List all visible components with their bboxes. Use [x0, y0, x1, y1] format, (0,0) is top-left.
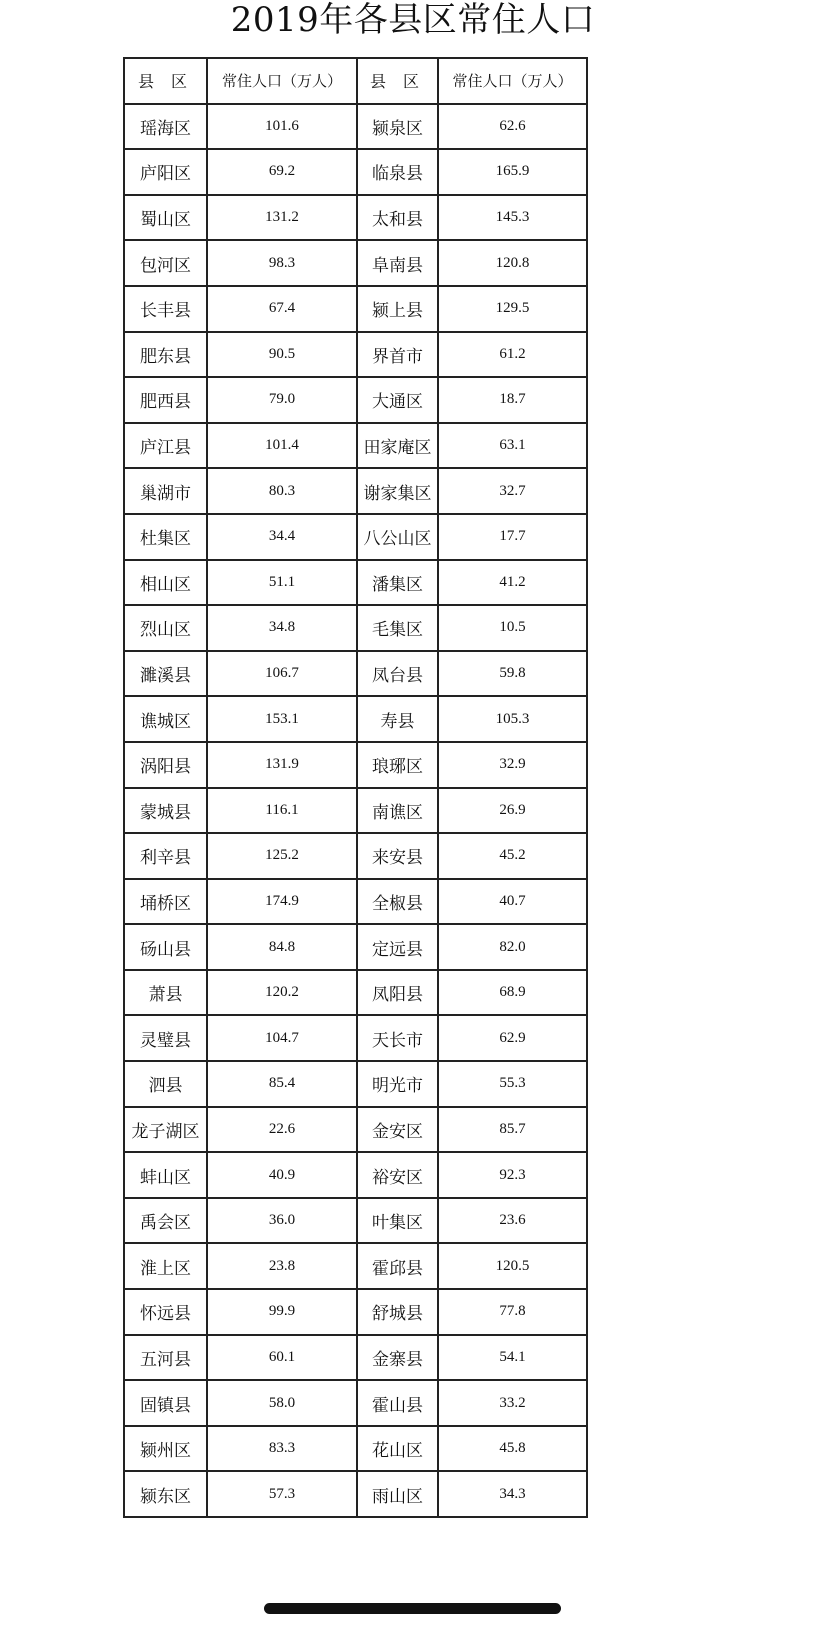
- county-name-left: 肥东县: [124, 332, 207, 378]
- population-value-right: 120.5: [438, 1243, 587, 1289]
- population-value-right: 92.3: [438, 1152, 587, 1198]
- population-value-left: 98.3: [207, 240, 357, 286]
- population-value-right: 68.9: [438, 970, 587, 1016]
- population-value-right: 59.8: [438, 651, 587, 697]
- county-name-right: 来安县: [357, 833, 438, 879]
- population-value-left: 85.4: [207, 1061, 357, 1107]
- table-row: [124, 332, 587, 378]
- population-value-left: 125.2: [207, 833, 357, 879]
- county-name-left: 蜀山区: [124, 195, 207, 241]
- table-header-row: [124, 58, 587, 104]
- county-name-left: 瑶海区: [124, 104, 207, 150]
- population-value-left: 80.3: [207, 468, 357, 514]
- county-name-right: 天长市: [357, 1015, 438, 1061]
- table-row: [124, 1152, 587, 1198]
- county-name-right: 田家庵区: [357, 423, 438, 469]
- population-value-right: 23.6: [438, 1198, 587, 1244]
- population-value-right: 32.9: [438, 742, 587, 788]
- population-value-left: 40.9: [207, 1152, 357, 1198]
- population-value-right: 32.7: [438, 468, 587, 514]
- table-row: [124, 195, 587, 241]
- table-row: [124, 240, 587, 286]
- table-row: [124, 423, 587, 469]
- county-header-left: 县 区: [124, 58, 207, 104]
- population-value-left: 120.2: [207, 970, 357, 1016]
- population-value-left: 69.2: [207, 149, 357, 195]
- population-header-left: 常住人口（万人）: [207, 58, 357, 104]
- population-value-left: 99.9: [207, 1289, 357, 1335]
- county-name-right: 界首市: [357, 332, 438, 378]
- table-row: [124, 1243, 587, 1289]
- table-row: [124, 742, 587, 788]
- population-value-right: 41.2: [438, 560, 587, 606]
- county-name-left: 固镇县: [124, 1380, 207, 1426]
- county-name-right: 颍泉区: [357, 104, 438, 150]
- county-name-right: 潘集区: [357, 560, 438, 606]
- population-value-right: 33.2: [438, 1380, 587, 1426]
- population-value-right: 34.3: [438, 1471, 587, 1517]
- table-row: [124, 377, 587, 423]
- population-value-right: 120.8: [438, 240, 587, 286]
- population-value-left: 83.3: [207, 1426, 357, 1472]
- population-value-right: 62.6: [438, 104, 587, 150]
- population-value-right: 26.9: [438, 788, 587, 834]
- population-value-left: 34.4: [207, 514, 357, 560]
- county-name-left: 巢湖市: [124, 468, 207, 514]
- county-name-left: 庐江县: [124, 423, 207, 469]
- population-value-right: 85.7: [438, 1107, 587, 1153]
- county-name-right: 大通区: [357, 377, 438, 423]
- county-name-left: 埇桥区: [124, 879, 207, 925]
- county-name-left: 禹会区: [124, 1198, 207, 1244]
- table-row: [124, 970, 587, 1016]
- county-name-right: 舒城县: [357, 1289, 438, 1335]
- county-name-left: 萧县: [124, 970, 207, 1016]
- population-value-right: 165.9: [438, 149, 587, 195]
- county-name-right: 霍山县: [357, 1380, 438, 1426]
- table-row: [124, 514, 587, 560]
- county-name-right: 金寨县: [357, 1335, 438, 1381]
- table-row: [124, 1107, 587, 1153]
- population-value-right: 77.8: [438, 1289, 587, 1335]
- county-name-right: 寿县: [357, 696, 438, 742]
- county-name-right: 凤台县: [357, 651, 438, 697]
- table-row: [124, 560, 587, 606]
- table-row: [124, 1426, 587, 1472]
- population-value-left: 106.7: [207, 651, 357, 697]
- county-name-right: 叶集区: [357, 1198, 438, 1244]
- home-indicator[interactable]: [264, 1603, 561, 1614]
- population-value-right: 40.7: [438, 879, 587, 925]
- population-value-left: 101.6: [207, 104, 357, 150]
- population-value-right: 54.1: [438, 1335, 587, 1381]
- county-name-left: 泗县: [124, 1061, 207, 1107]
- population-value-left: 84.8: [207, 924, 357, 970]
- population-value-right: 10.5: [438, 605, 587, 651]
- county-name-left: 肥西县: [124, 377, 207, 423]
- population-value-right: 62.9: [438, 1015, 587, 1061]
- table-row: [124, 788, 587, 834]
- county-name-right: 谢家集区: [357, 468, 438, 514]
- population-value-left: 67.4: [207, 286, 357, 332]
- county-name-left: 杜集区: [124, 514, 207, 560]
- population-value-right: 17.7: [438, 514, 587, 560]
- county-name-left: 烈山区: [124, 605, 207, 651]
- population-value-right: 145.3: [438, 195, 587, 241]
- population-value-left: 101.4: [207, 423, 357, 469]
- population-value-left: 116.1: [207, 788, 357, 834]
- county-name-right: 琅琊区: [357, 742, 438, 788]
- county-name-right: 毛集区: [357, 605, 438, 651]
- population-value-right: 55.3: [438, 1061, 587, 1107]
- population-value-left: 104.7: [207, 1015, 357, 1061]
- population-value-right: 45.2: [438, 833, 587, 879]
- population-value-left: 51.1: [207, 560, 357, 606]
- population-value-left: 57.3: [207, 1471, 357, 1517]
- county-header-right: 县 区: [357, 58, 438, 104]
- county-name-left: 濉溪县: [124, 651, 207, 697]
- table-row: [124, 1289, 587, 1335]
- population-value-left: 60.1: [207, 1335, 357, 1381]
- county-name-left: 淮上区: [124, 1243, 207, 1289]
- population-value-right: 129.5: [438, 286, 587, 332]
- county-name-left: 颍州区: [124, 1426, 207, 1472]
- table-row: [124, 879, 587, 925]
- county-name-left: 利辛县: [124, 833, 207, 879]
- county-name-right: 临泉县: [357, 149, 438, 195]
- table-row: [124, 833, 587, 879]
- population-value-left: 153.1: [207, 696, 357, 742]
- population-table: [123, 57, 588, 1518]
- county-name-right: 南谯区: [357, 788, 438, 834]
- table-row: [124, 696, 587, 742]
- table-row: [124, 104, 587, 150]
- population-value-left: 131.2: [207, 195, 357, 241]
- population-value-left: 58.0: [207, 1380, 357, 1426]
- table-row: [124, 1380, 587, 1426]
- county-name-left: 颍东区: [124, 1471, 207, 1517]
- table-body: [124, 104, 587, 1517]
- county-name-left: 五河县: [124, 1335, 207, 1381]
- county-name-left: 蚌山区: [124, 1152, 207, 1198]
- county-name-left: 庐阳区: [124, 149, 207, 195]
- county-name-right: 全椒县: [357, 879, 438, 925]
- population-value-right: 18.7: [438, 377, 587, 423]
- population-value-right: 45.8: [438, 1426, 587, 1472]
- county-name-left: 灵璧县: [124, 1015, 207, 1061]
- county-name-left: 包河区: [124, 240, 207, 286]
- population-value-right: 82.0: [438, 924, 587, 970]
- county-name-right: 明光市: [357, 1061, 438, 1107]
- population-value-left: 90.5: [207, 332, 357, 378]
- county-name-right: 金安区: [357, 1107, 438, 1153]
- county-name-right: 裕安区: [357, 1152, 438, 1198]
- county-name-left: 蒙城县: [124, 788, 207, 834]
- county-name-right: 颍上县: [357, 286, 438, 332]
- table-row: [124, 924, 587, 970]
- table-row: [124, 1198, 587, 1244]
- population-value-left: 23.8: [207, 1243, 357, 1289]
- county-name-left: 长丰县: [124, 286, 207, 332]
- table-row: [124, 605, 587, 651]
- population-value-left: 79.0: [207, 377, 357, 423]
- population-value-right: 63.1: [438, 423, 587, 469]
- table-row: [124, 1335, 587, 1381]
- table-row: [124, 651, 587, 697]
- county-name-right: 定远县: [357, 924, 438, 970]
- population-value-left: 174.9: [207, 879, 357, 925]
- table-row: [124, 1061, 587, 1107]
- county-name-right: 花山区: [357, 1426, 438, 1472]
- population-value-left: 22.6: [207, 1107, 357, 1153]
- county-name-left: 怀远县: [124, 1289, 207, 1335]
- county-name-right: 雨山区: [357, 1471, 438, 1517]
- county-name-right: 凤阳县: [357, 970, 438, 1016]
- population-value-right: 105.3: [438, 696, 587, 742]
- county-name-left: 砀山县: [124, 924, 207, 970]
- county-name-right: 八公山区: [357, 514, 438, 560]
- population-value-left: 36.0: [207, 1198, 357, 1244]
- table-row: [124, 1471, 587, 1517]
- county-name-right: 霍邱县: [357, 1243, 438, 1289]
- table-row: [124, 286, 587, 332]
- population-value-right: 61.2: [438, 332, 587, 378]
- table-row: [124, 1015, 587, 1061]
- table-row: [124, 468, 587, 514]
- county-name-right: 太和县: [357, 195, 438, 241]
- county-name-left: 龙子湖区: [124, 1107, 207, 1153]
- county-name-right: 阜南县: [357, 240, 438, 286]
- population-header-right: 常住人口（万人）: [438, 58, 587, 104]
- county-name-left: 相山区: [124, 560, 207, 606]
- page-title: 2019年各县区常住人口: [230, 0, 596, 40]
- population-value-left: 131.9: [207, 742, 357, 788]
- table-row: [124, 149, 587, 195]
- county-name-left: 谯城区: [124, 696, 207, 742]
- population-value-left: 34.8: [207, 605, 357, 651]
- county-name-left: 涡阳县: [124, 742, 207, 788]
